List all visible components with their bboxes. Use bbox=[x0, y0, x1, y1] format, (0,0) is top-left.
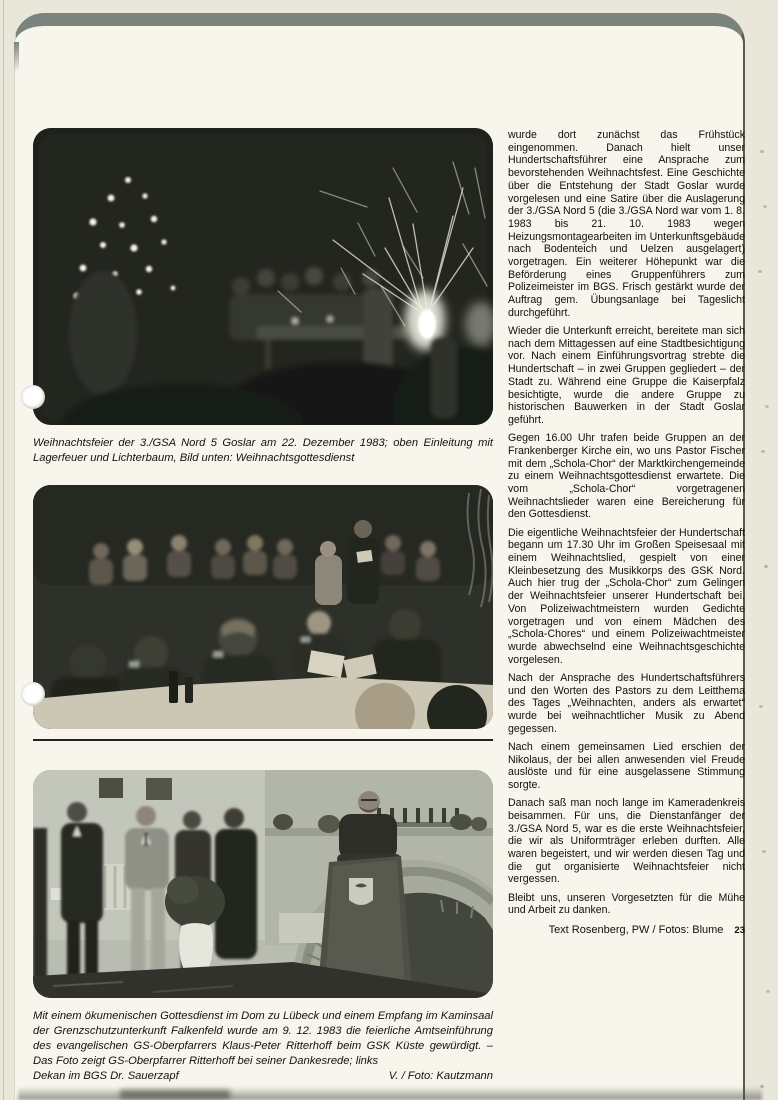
article-paragraph: Danach saß man noch lange im Kameradenkreis beisammen. Für uns, die Dienstanfänger der 3./GSA Nord 5, war es die erste Weihnachtsfeier, die wir als Uniformträger erleben durften. Alle waren begeistert, und wir werden diesen Tag und die gut organisierte Weihnachtsfeier nicht vergessen. bbox=[508, 797, 745, 886]
caption-dekan-text: Dekan im BGS Dr. Sauerzapf bbox=[33, 1070, 179, 1082]
photo-hall-service bbox=[33, 485, 493, 729]
photo-campfire-night bbox=[33, 128, 493, 425]
article-paragraph: Wieder die Unterkunft erreicht, bereitete man sich nach dem Mittagessen auf eine Stadtbesichtigung vor. Nach einem Einführungsvortrag strebte die Hundertschaft – in zwei Gruppen gegliedert – der Stadt zu. Während eine Gruppe die Kaiserpfalz besichtigte, wurde die andere Gruppe zu historischen Bauwerken in der Stadt Goslar geführt. bbox=[508, 325, 745, 426]
frame-corner-taper bbox=[14, 42, 19, 72]
article-text bbox=[508, 129, 745, 917]
article-paragraph: Nach der Ansprache des Hundertschaftsführers und den Worten des Pastors zu dem Leitthema des Tages „Weihnachten, anders als erwartet“ wurde bei weihnachtlicher Musik zu Abend gegessen. bbox=[508, 671, 745, 735]
scan-edge-line bbox=[3, 0, 4, 1100]
byline-row bbox=[508, 924, 745, 936]
article-column bbox=[508, 129, 745, 936]
caption-photo-bottom-last-line bbox=[33, 1069, 493, 1084]
photo-credit: V. / Foto: Kautzmann bbox=[388, 1070, 493, 1082]
punch-hole-top bbox=[21, 385, 45, 409]
article-paragraph: Bleibt uns, unseren Vorgesetzten für die Mühe und Arbeit zu danken. bbox=[508, 891, 745, 917]
caption-photo-bottom: Mit einem ökumenischen Gottesdienst im Dom zu Lübeck und einem Empfang im Kaminsaal der Grenzschutzunterkunft Falkenfeld wurde am 9. 12. 1983 die feierliche Amtseinführung des evangelischen GS-Oberpfarrers Klaus-Peter Ritterhoff beim GSK Küste gewürdigt. – Das Foto zeigt GS-Oberpfarrer Ritterhoff bei seiner Dankesrede; links bbox=[33, 1010, 493, 1067]
section-divider-line bbox=[33, 739, 493, 741]
campfire-night-image bbox=[33, 128, 493, 425]
photo-column bbox=[33, 128, 493, 1084]
scan-bottom-shadow bbox=[18, 1087, 762, 1100]
photo-lectern-ceremony bbox=[33, 770, 493, 998]
article-paragraph: Die eigentliche Weihnachtsfeier der Hundertschaft begann um 17.30 Uhr im Großen Speisesaal mit einem Weihnachtslied, gespielt von einer Kleinbesetzung des Musikkorps des GSK Nord. Auch hier trug der „Schola-Chor“ zum Gelingen der Weihnachtsfeier unserer Hundertschaft bei. Von Polizeiwachtmeistern wurden Gedichte vorgetragen und von einem Mädchen des „Schola-Chores“ und einem Polizeiwachtmeister wurde abwechselnd eine Weihnachtsgeschichte vorgelesen. bbox=[508, 526, 745, 666]
hall-service-image bbox=[33, 485, 493, 729]
lectern-ceremony-image bbox=[33, 770, 493, 998]
article-paragraph: wurde dort zunächst das Frühstück eingenommen. Danach hielt unser Hundertschaftsführer eine Ansprache zum bevorstehenden Weihnachtsfest. Eine Geschichte über die Entstehung der Stadt Goslar wurde vorgelesen und eine Satire über die Auslagerung der 3./GSA Nord 5 (die 3./GSA Nord war vom 1. 8. 1983 bis 21. 10. 1983 wegen Heizungsmontagearbeiten im Unterkunftsgebäude nach Bodenteich und Uelzen ausgelagert) vorgetragen. Ein weiterer Höhepunkt war die Beförderung eines Gruppenführers zum Polizeimeister im BGS. Frisch gestärkt wurde der Auftrag gem. Übungsanlage bei Tageslicht durchgeführt. bbox=[508, 129, 745, 319]
page-number: 23 bbox=[734, 924, 745, 936]
text-photo-credit: Text Rosenberg, PW / Fotos: Blume bbox=[548, 923, 724, 936]
caption-photo-top: Weihnachtsfeier der 3./GSA Nord 5 Goslar am 22. Dezember 1983; oben Einleitung mit Lagerfeuer und Lichterbaum, Bild unten: Weihnachtsgottesdienst bbox=[33, 437, 493, 464]
article-paragraph: Nach einem gemeinsamen Lied erschien der Nikolaus, der bei allen anwesenden viel Freude auslöste und für eine ausgelassene Stimmung sorgte. bbox=[508, 740, 745, 791]
punch-hole-bottom bbox=[21, 682, 45, 706]
scan-speckles bbox=[760, 150, 764, 153]
article-paragraph: Gegen 16.00 Uhr trafen beide Gruppen an der Frankenberger Kirche ein, wo uns Pastor Fischer mit dem „Schola-Chor“ der Marktkirchengemeinde zu einem Weihnachtsgottesdienst erwartete. Die vom „Schola-Chor“ vorgetragenen Weihnachtslieder waren eine Bereicherung für den Gottesdienst. bbox=[508, 432, 745, 521]
